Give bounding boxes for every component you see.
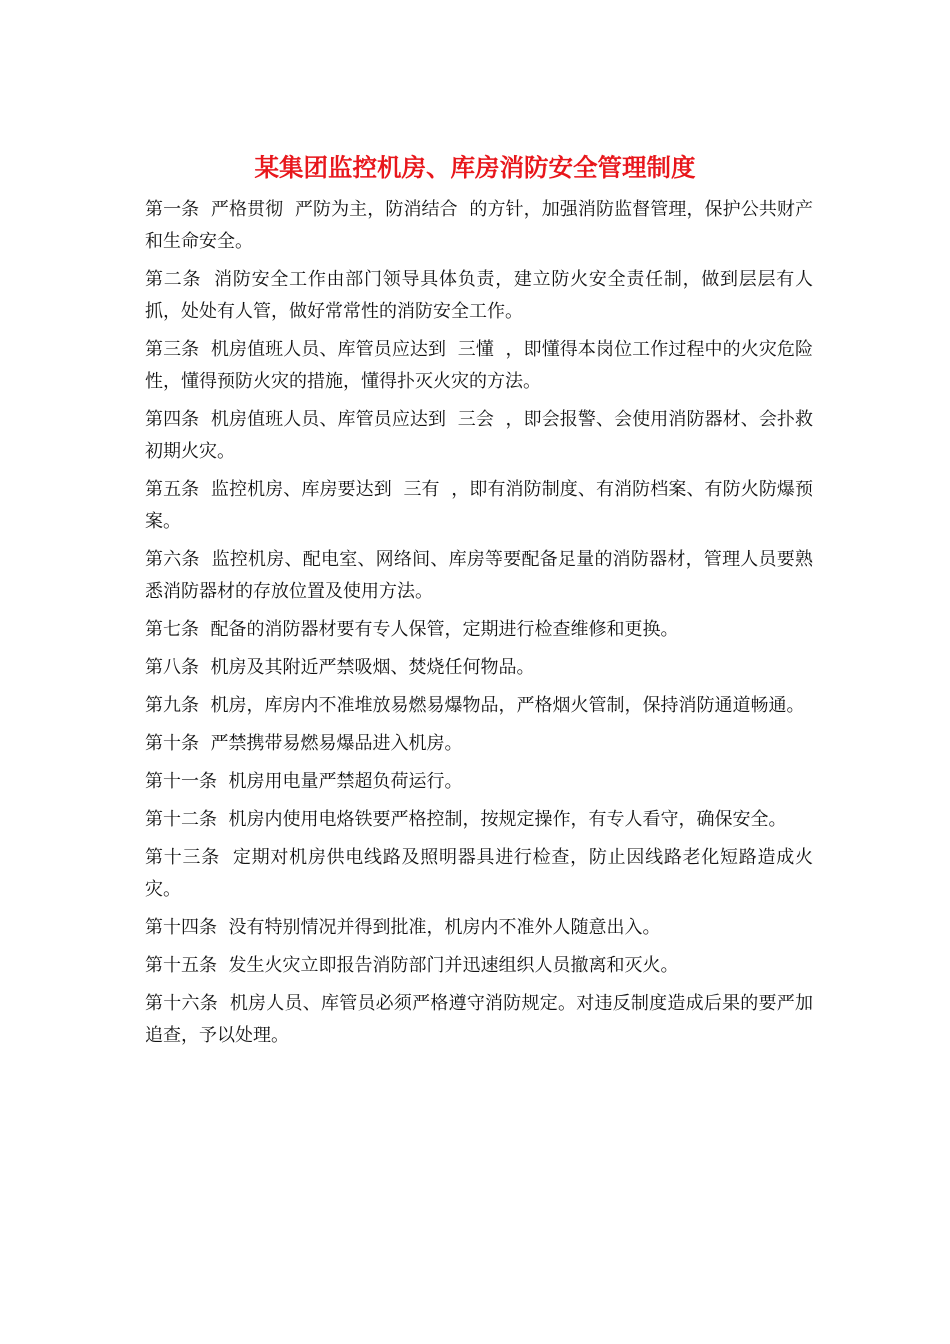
article-2: 第二条 消防安全工作由部门领导具体负责，建立防火安全责任制，做到层层有人抓，处处有人管，做好常常性的消防安全工作。 xyxy=(145,269,813,322)
article-6: 第六条 监控机房、配电室、网络间、库房等要配备足量的消防器材，管理人员要熟悉消防器材的存放位置及使用方法。 xyxy=(145,549,813,602)
article-15: 第十五条 发生火灾立即报告消防部门并迅速组织人员撤离和灭火。 xyxy=(145,955,679,976)
document-title: 某集团监控机房、库房消防安全管理制度 xyxy=(254,153,696,182)
article-9: 第九条 机房，库房内不准堆放易燃易爆物品，严格烟火管制，保持消防通道畅通。 xyxy=(145,695,805,716)
article-13: 第十三条 定期对机房供电线路及照明器具进行检查，防止因线路老化短路造成火灾。 xyxy=(145,847,813,900)
article-list xyxy=(145,194,813,1058)
article-5: 第五条 监控机房、库房要达到 三有 ，即有消防制度、有消防档案、有防火防爆预案。 xyxy=(145,479,813,532)
article-1: 第一条 严格贯彻 严防为主，防消结合 的方针，加强消防监督管理，保护公共财产和生命安全。 xyxy=(145,199,813,252)
article-3: 第三条 机房值班人员、库管员应达到 三懂 ，即懂得本岗位工作过程中的火灾危险性，懂得预防火灾的措施，懂得扑灭火灾的方法。 xyxy=(145,339,813,392)
article-11: 第十一条 机房用电量严禁超负荷运行。 xyxy=(145,771,463,792)
article-8: 第八条 机房及其附近严禁吸烟、焚烧任何物品。 xyxy=(145,657,535,678)
article-12: 第十二条 机房内使用电烙铁要严格控制，按规定操作，有专人看守，确保安全。 xyxy=(145,809,787,830)
article-7: 第七条 配备的消防器材要有专人保管，定期进行检查维修和更换。 xyxy=(145,619,679,640)
article-14: 第十四条 没有特别情况并得到批准，机房内不准外人随意出入。 xyxy=(145,917,661,938)
article-4: 第四条 机房值班人员、库管员应达到 三会 ，即会报警、会使用消防器材、会扑救初期火灾。 xyxy=(145,409,813,462)
article-16: 第十六条 机房人员、库管员必须严格遵守消防规定。对违反制度造成后果的要严加追查，予以处理。 xyxy=(145,993,813,1046)
article-10: 第十条 严禁携带易燃易爆品进入机房。 xyxy=(145,733,463,754)
